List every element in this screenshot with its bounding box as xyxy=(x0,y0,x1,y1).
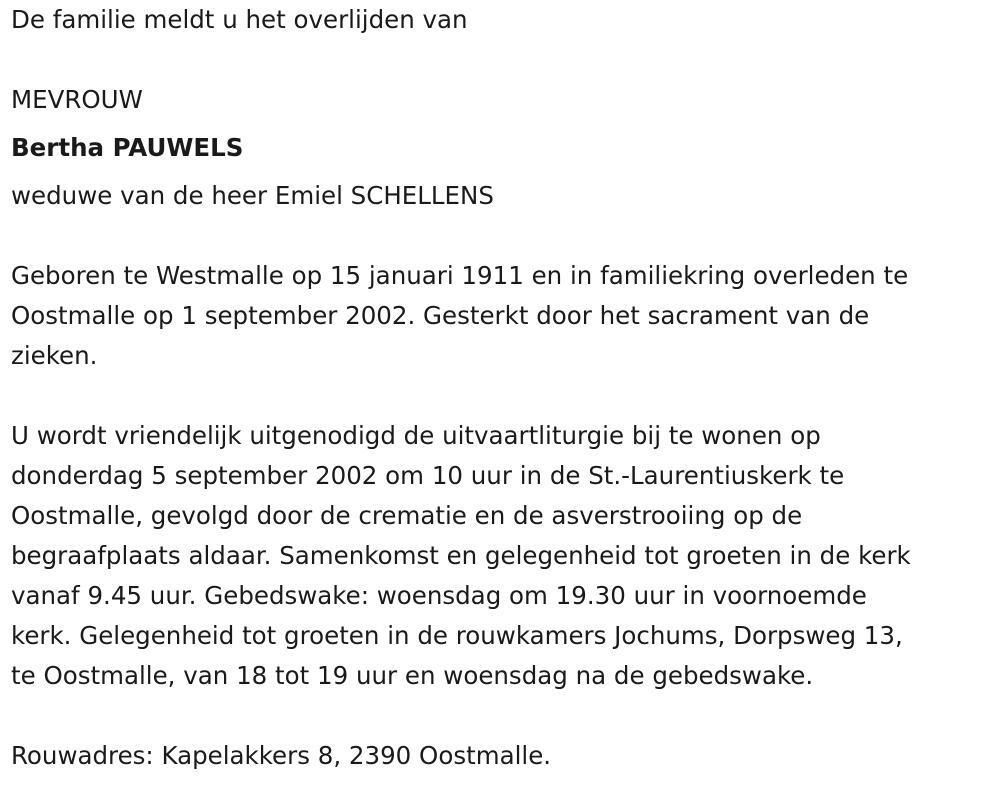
paragraph-line: U wordt vriendelijk uitgenodigd de uitvaartliturgie bij te wonen op xyxy=(11,421,821,450)
widow-of-line: weduwe van de heer Emiel SCHELLENS xyxy=(11,181,494,210)
paragraph-line: vanaf 9.45 uur. Gebedswake: woensdag om 19.30 uur in voornoemde xyxy=(11,581,867,610)
paragraph-line: Oostmalle, gevolgd door de crematie en de asverstrooiing op de xyxy=(11,501,803,530)
funeral-paragraph xyxy=(11,416,996,696)
deceased-name: Bertha PAUWELS xyxy=(11,133,244,162)
intro-line: De familie meldt u het overlijden van xyxy=(11,5,468,34)
paragraph-line: zieken. xyxy=(11,341,98,370)
salutation: MEVROUW xyxy=(11,85,143,114)
death-notice xyxy=(11,0,996,776)
paragraph-line: kerk. Gelegenheid tot groeten in de rouwkamers Jochums, Dorpsweg 13, xyxy=(11,621,903,650)
paragraph-line: te Oostmalle, van 18 tot 19 uur en woensdag na de gebedswake. xyxy=(11,661,814,690)
mourning-address: Rouwadres: Kapelakkers 8, 2390 Oostmalle. xyxy=(11,741,552,770)
paragraph-line: Oostmalle op 1 september 2002. Gesterkt door het sacrament van de xyxy=(11,301,870,330)
paragraph-line: begraafplaats aldaar. Samenkomst en gelegenheid tot groeten in de kerk xyxy=(11,541,911,570)
birth-death-paragraph xyxy=(11,256,996,376)
paragraph-line: Geboren te Westmalle op 15 januari 1911 en in familiekring overleden te xyxy=(11,261,909,290)
paragraph-line: donderdag 5 september 2002 om 10 uur in de St.-Laurentiuskerk te xyxy=(11,461,845,490)
